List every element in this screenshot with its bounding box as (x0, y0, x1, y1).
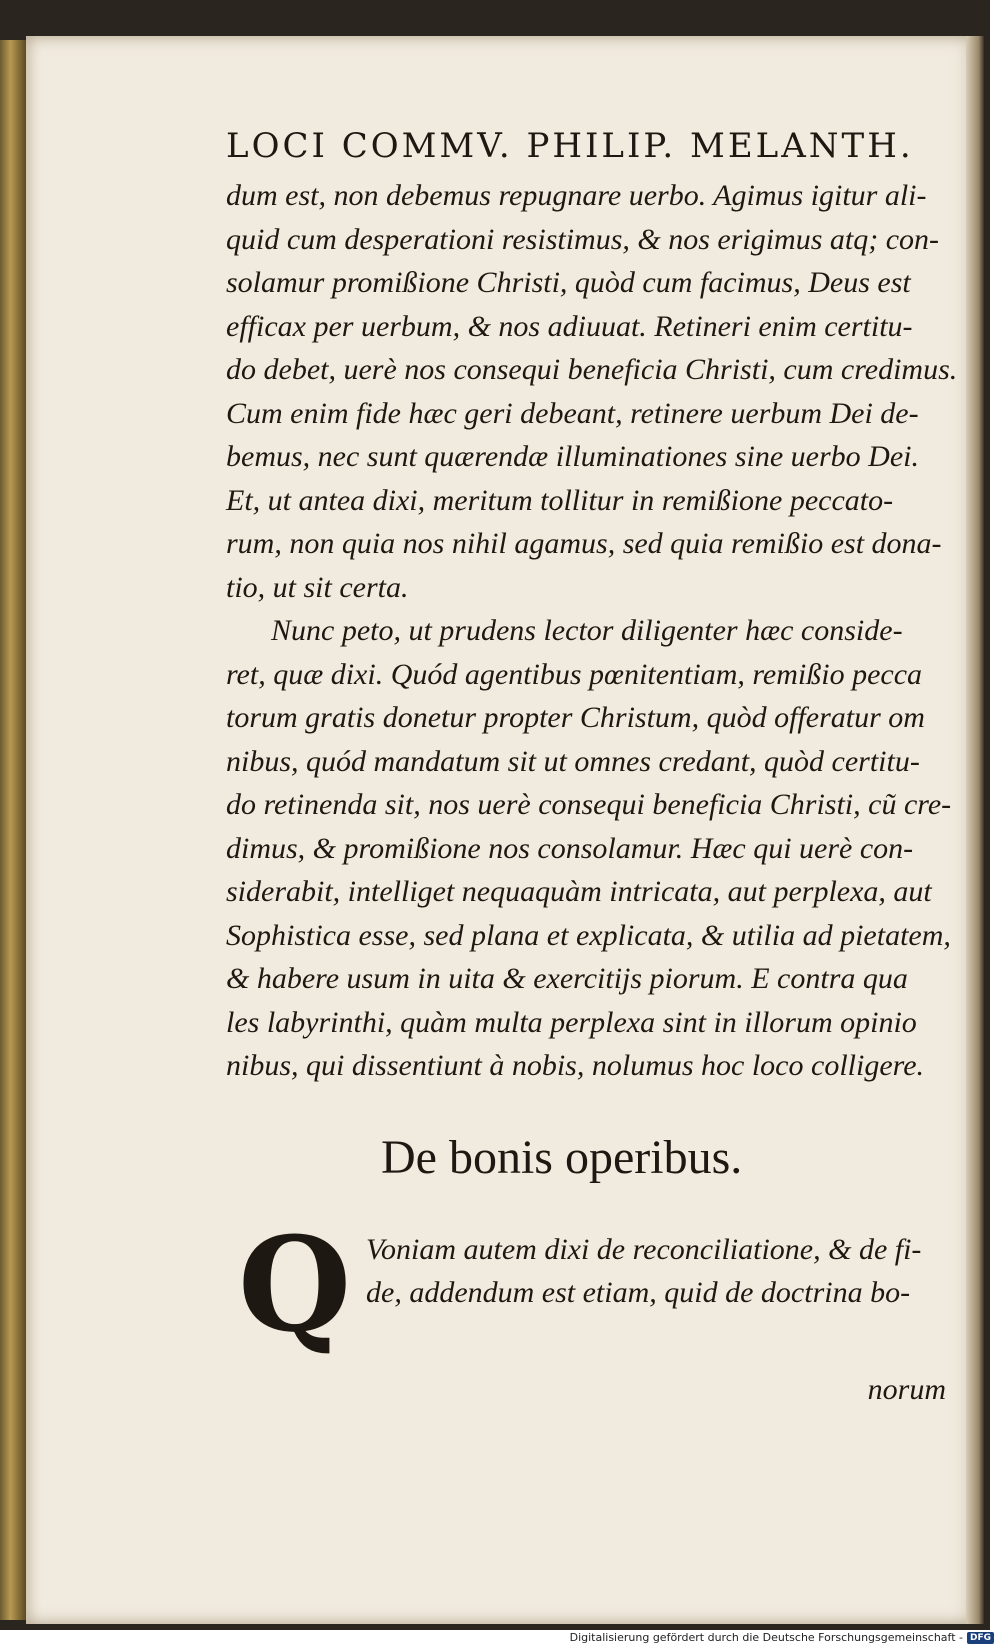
text-line: & habere usum in uita & exercitijs piorum. E contra qua (226, 962, 908, 995)
paragraph-2 (226, 609, 966, 1088)
text-line: de, addendum est etiam, quid de doctrina bo- (366, 1276, 911, 1309)
text-line: les labyrinthi, quàm multa perplexa sint in illorum opinio (226, 1005, 917, 1039)
paragraph-3 (226, 1207, 966, 1368)
page-edge (966, 36, 984, 1624)
running-head: LOCI COMMV. PHILIP. MELANTH. (226, 126, 914, 166)
dfg-logo: DFG (967, 1632, 994, 1644)
footer-text: Digitalisierung gefördert durch die Deutsche Forschungsgemeinschaft - (569, 1631, 963, 1644)
text-block (226, 124, 966, 1411)
text-line: Voniam autem dixi de reconciliatione, & de fi- (366, 1232, 922, 1266)
text-line: do debet, uerè nos consequi beneficia Christi, cum credimus. (226, 353, 958, 386)
text-line: nibus, quód mandatum sit ut omnes credant, quòd certitu- (226, 744, 920, 778)
paragraph-1 (226, 174, 966, 609)
text-line: do retinenda sit, nos uerè consequi beneficia Christi, cũ cre- (226, 788, 952, 821)
text-line: nibus, qui dissentiunt à nobis, nolumus hoc loco colligere. (226, 1049, 925, 1082)
text-line: torum gratis donetur propter Christum, quòd offeratur om (226, 701, 925, 734)
book-spine (0, 40, 26, 1620)
text-line: tio, ut sit certa. (226, 570, 409, 604)
text-line: siderabit, intelliget nequaquàm intricata, aut perplexa, aut (226, 875, 932, 908)
book-page (26, 36, 984, 1624)
text-line: dimus, & promißione nos consolamur. Hæc qui uerè con- (226, 831, 914, 865)
text-line: quid cum desperationi resistimus, & nos erigimus atq; con- (226, 222, 940, 256)
text-line: Cum enim fide hæc geri debeant, retinere uerbum Dei de- (226, 396, 919, 430)
text-line: Sophistica esse, sed plana et explicata, & utilia ad pietatem, (226, 918, 951, 952)
catchword: norum (867, 1372, 946, 1406)
text-line: rum, non quia nos nihil agamus, sed quia remißio est dona- (226, 527, 942, 560)
text-line: solamur promißione Christi, quòd cum facimus, Deus est (226, 266, 911, 299)
text-line: bemus, nec sunt quærendæ illuminationes sine uerbo Dei. (226, 440, 919, 473)
text-line: Nunc peto, ut prudens lector diligenter hæc conside- (271, 614, 903, 647)
text-line: dum est, non debemus repugnare uerbo. Agimus igitur ali- (226, 179, 927, 212)
text-line: ret, quæ dixi. Quód agentibus pœnitentiam, remißio pecca (226, 657, 923, 691)
text-line: efficax per uerbum, & nos adiuuat. Retineri enim certitu- (226, 309, 913, 343)
decorated-initial: Q (238, 1207, 352, 1361)
digitization-footer (570, 1631, 994, 1644)
text-line: Et, ut antea dixi, meritum tollitur in remißione peccato- (226, 483, 894, 517)
section-heading: De bonis operibus. (381, 1130, 743, 1184)
